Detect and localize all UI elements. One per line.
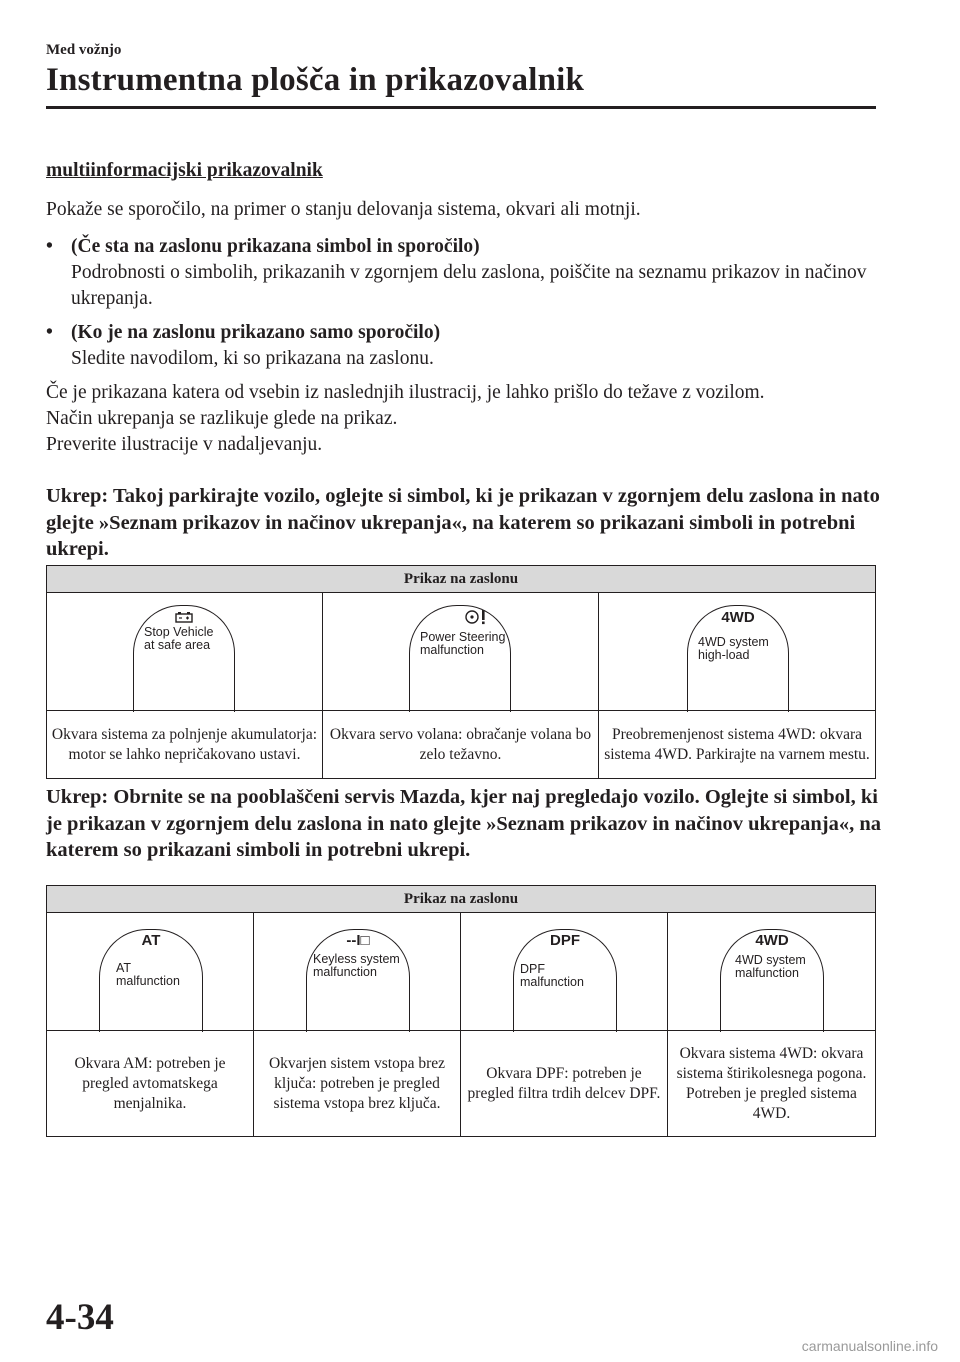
- screen-message: DPF malfunction: [520, 962, 584, 989]
- display-screen: [306, 929, 410, 1032]
- intro-paragraph: Pokaže se sporočilo, na primer o stanju delovanja sistema, okvari ali motnji.: [46, 199, 641, 220]
- display-caption: Okvara servo volana: obračanje volana bo zelo težavno.: [323, 711, 599, 779]
- bullet-marker: •: [46, 322, 53, 343]
- 4wd-icon: 4WD: [721, 609, 755, 626]
- display-illustration: [254, 913, 461, 1031]
- watermark: carmanualsonline.info: [801, 1338, 938, 1354]
- power-steering-warning-icon: [446, 609, 510, 628]
- dpf-icon: DPF: [550, 932, 580, 949]
- display-screen: [720, 929, 824, 1032]
- display-screen: [133, 605, 235, 712]
- display-caption: Okvara DPF: potreben je pregled filtra trdih delcev DPF.: [461, 1031, 668, 1137]
- note-line: Preverite ilustracije v nadaljevanju.: [46, 434, 323, 455]
- display-caption: Okvarjen sistem vstopa brez ključa: potreben je pregled sistema vstopa brez ključa.: [254, 1031, 461, 1137]
- screen-message: 4WD system high-load: [698, 635, 769, 662]
- display-table-service: [46, 885, 876, 1137]
- bullet-text: Podrobnosti o simbolih, prikazanih v zgornjem delu zaslona, poiščite na seznamu prikazov in načinov ukrepanja.: [71, 262, 867, 309]
- screen-message: Keyless system malfunction: [313, 952, 400, 979]
- display-illustration: [323, 593, 599, 711]
- 4wd-icon: 4WD: [755, 932, 789, 949]
- table-header: Prikaz na zaslonu: [47, 566, 876, 593]
- action-instruction-immediate: Ukrep: Takoj parkirajte vozilo, oglejte si simbol, ki je prikazan v zgornjem delu zaslona in nato glejte »Seznam prikazov in načinov ukrepanja«, na katerem so prikazani simboli in potrebni ukrepi.: [46, 485, 880, 560]
- page-title: Instrumentna plošča in prikazovalnik: [46, 62, 585, 98]
- title-divider: [46, 106, 876, 109]
- subheading: multiinformacijski prikazovalnik: [46, 160, 323, 181]
- display-illustration: [461, 913, 668, 1031]
- screen-message: Power Steering malfunction: [420, 630, 506, 657]
- note-paragraph: [46, 380, 886, 458]
- page-number: 4-34: [46, 1297, 114, 1338]
- action-instruction-service: Ukrep: Obrnite se na pooblaščeni servis Mazda, kjer naj pregledajo vozilo. Oglejte si simbol, ki je prikazan v zgornjem delu zaslona in nato glejte »Seznam prikazov in načinov ukrepanja«, na katerem so prikazani simboli in potrebni ukrepi.: [46, 786, 882, 861]
- screen-message: Stop Vehicle at safe area: [144, 625, 214, 652]
- screen-message: AT malfunction: [116, 961, 180, 988]
- at-icon: AT: [141, 932, 161, 949]
- display-screen: [513, 929, 617, 1032]
- display-caption: Okvara sistema 4WD: okvara sistema štirikolesnega pogona. Potreben je pregled sistema 4WD.: [668, 1031, 876, 1137]
- display-screen: [409, 605, 511, 712]
- bullet-title: (Ko je na zaslonu prikazano samo sporočilo): [71, 322, 441, 343]
- note-line: Če je prikazana katera od vsebin iz naslednjih ilustracij, je lahko prišlo do težave z vozilom.: [46, 382, 765, 403]
- display-caption: Okvara AM: potreben je pregled avtomatskega menjalnika.: [47, 1031, 254, 1137]
- section-label: Med vožnjo: [46, 42, 122, 58]
- display-screen: [687, 605, 789, 712]
- display-illustration: [47, 913, 254, 1031]
- display-table-immediate: [46, 565, 876, 779]
- display-screen: [99, 929, 203, 1032]
- display-illustration: [47, 593, 323, 711]
- table-header: Prikaz na zaslonu: [47, 886, 876, 913]
- note-line: Način ukrepanja se razlikuje glede na prikaz.: [46, 408, 398, 429]
- bullet-marker: •: [46, 236, 53, 257]
- battery-icon: [134, 610, 234, 626]
- bullet-text: Sledite navodilom, ki so prikazana na zaslonu.: [71, 348, 434, 369]
- display-illustration: [668, 913, 876, 1031]
- display-illustration: [599, 593, 876, 711]
- keyless-icon: --I□: [346, 932, 370, 949]
- screen-message: 4WD system malfunction: [735, 953, 806, 980]
- display-caption: Okvara sistema za polnjenje akumulatorja: motor se lahko nepričakovano ustavi.: [47, 711, 323, 779]
- display-caption: Preobremenjenost sistema 4WD: okvara sistema 4WD. Parkirajte na varnem mestu.: [599, 711, 876, 779]
- bullet-title: (Če sta na zaslonu prikazana simbol in sporočilo): [71, 236, 480, 257]
